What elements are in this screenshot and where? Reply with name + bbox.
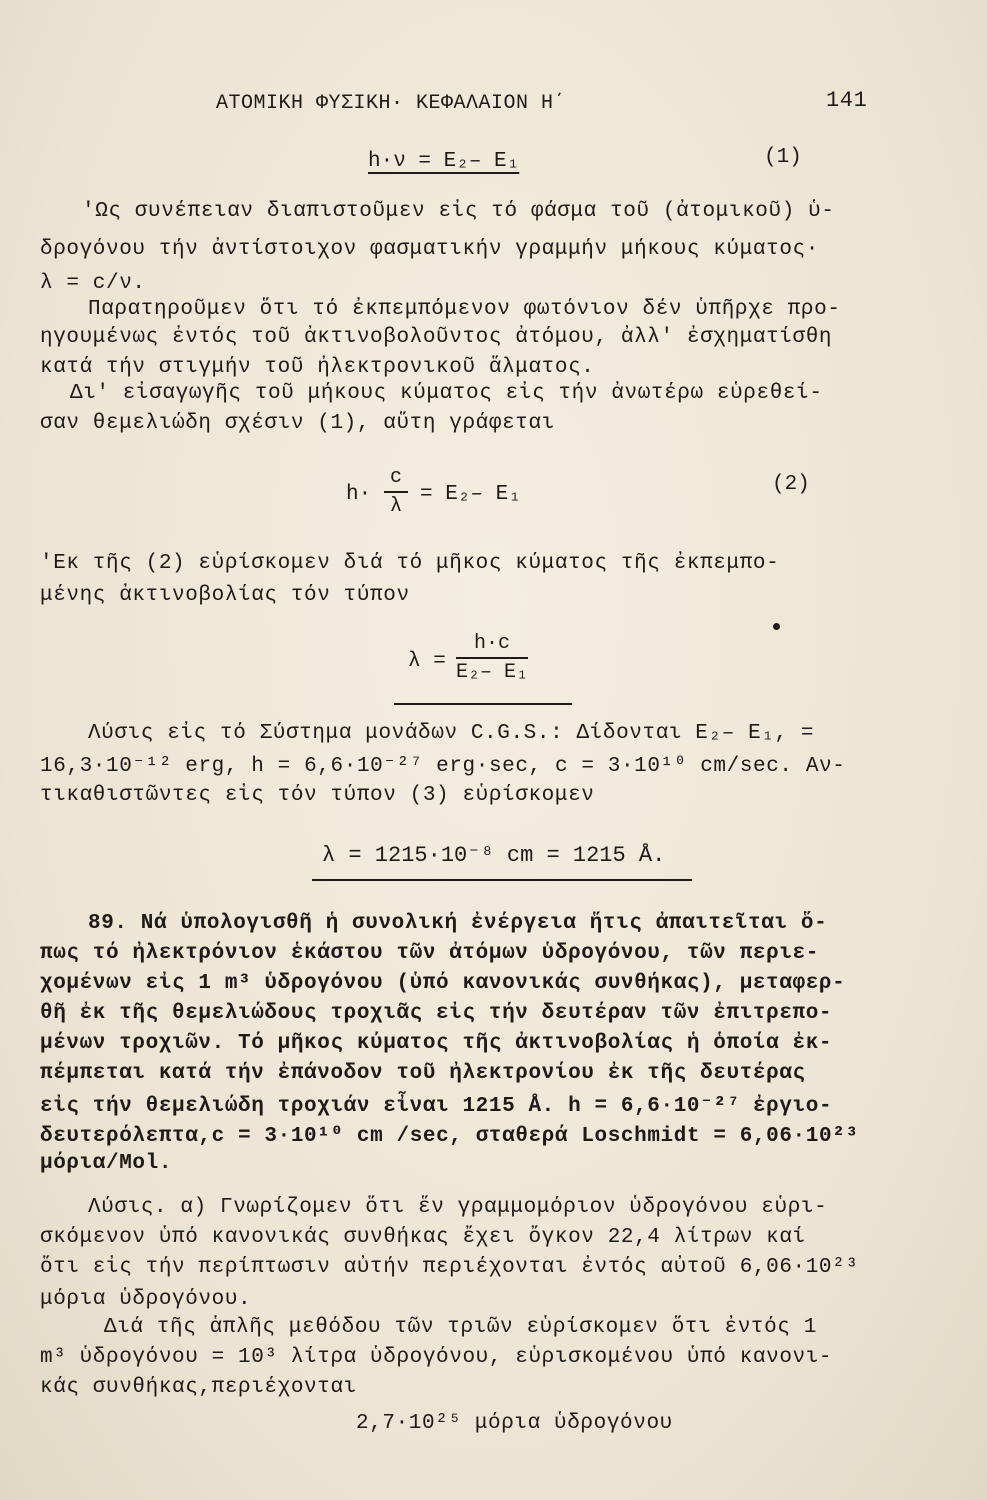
problem-89-line: πως τό ἠλεκτρόνιον ἑκάστου τῶν ἀτόμων ὑδρογόνου, τῶν περιε- xyxy=(40,942,819,965)
problem-89-line: χομένων εἰς 1 m³ ὑδρογόνου (ὑπό κανονικάς συνθήκας), μεταφερ- xyxy=(40,972,846,995)
text-line: 'Εκ τῆς (2) εὑρίσκομεν διά τό μῆκος κύματος τῆς ἐκπεμπο- xyxy=(40,552,780,575)
equation-2-left: h· xyxy=(346,483,372,506)
equation-1-label: (1) xyxy=(764,146,802,169)
solution-line: ὅτι εἰς τήν περίπτωσιν αὐτήν περιέχονται ἐντός αὐτοῦ 6,06·10²³ xyxy=(40,1256,859,1279)
problem-89-line: μόρια/Mol. xyxy=(40,1152,173,1175)
equation-1: h·ν = E₂– E₁ xyxy=(368,150,520,173)
result-equation: λ = 1215·10⁻⁸ cm = 1215 Å. xyxy=(322,843,666,868)
text-line: 16,3·10⁻¹² erg, h = 6,6·10⁻²⁷ erg·sec, c = 3·10¹⁰ cm/sec. Αν- xyxy=(40,755,846,778)
text-line: κατά τήν στιγμήν τοῦ ἠλεκτρονικοῦ ἅλματος. xyxy=(40,356,595,379)
equation-3-left: λ = xyxy=(408,650,446,673)
problem-89-line: πέμπεται κατά τήν ἐπάνοδον τοῦ ἠλεκτρονίου ἐκ τῆς δευτέρας xyxy=(40,1062,806,1085)
text-line: Λύσις εἰς τό Σύστημα μονάδων C.G.S.: Δίδονται E₂– E₁, = xyxy=(88,722,815,745)
problem-89-line: δευτερόλεπτα,c = 3·10¹⁰ cm /sec, σταθερά Loschmidt = 6,06·10²³ xyxy=(40,1125,859,1148)
text-line: λ = c/ν. xyxy=(40,272,146,295)
solution-line: κάς συνθήκας,περιέχονται xyxy=(40,1376,357,1399)
equation-2-denominator: λ xyxy=(390,495,403,518)
equation-2-label: (2) xyxy=(772,473,810,496)
problem-89-line: θῆ ἐκ τῆς θεμελιώδους τροχιᾶς εἰς τήν δευτέραν τῶν ἐπιτρεπο- xyxy=(40,1002,833,1025)
text-line: τικαθιστῶντες εἰς τόν τύπον (3) εὑρίσκομεν xyxy=(40,784,595,807)
problem-89-line: εἰς τήν θεμελιώδη τροχιάν εἶναι 1215 Å. h = 6,6·10⁻²⁷ ἐργιο- xyxy=(40,1095,833,1118)
equation-3-denominator: E₂– E₁ xyxy=(456,661,529,684)
equation-3-fraction xyxy=(456,632,528,684)
text-line: δρογόνου τήν ἀντίστοιχον φασματικήν γραμμήν μήκους κύματος· xyxy=(40,238,819,261)
result-rule xyxy=(312,879,692,881)
problem-89-line: μένων τροχιῶν. Τό μῆκος κύματος τῆς ἀκτινοβολίας ἡ ὁποία ἐκ- xyxy=(40,1032,833,1055)
text-line: μένης ἀκτινοβολίας τόν τύπον xyxy=(40,584,410,607)
text-line: ηγουμένως ἐντός τοῦ ἀκτινοβολοῦντος ἀτόμου, ἀλλ' ἐσχηματίσθη xyxy=(40,326,833,349)
equation-2-numerator: c xyxy=(390,466,403,489)
text-line: Δι' εἰσαγωγῆς τοῦ μήκους κύματος εἰς τήν ἀνωτέρω εὑρεθεί- xyxy=(70,382,823,405)
equation-separator-rule xyxy=(394,703,572,705)
solution-line: Λύσις. α) Γνωρίζομεν ὅτι ἕν γραμμομόριον ὑδρογόνου εὑρι- xyxy=(88,1196,828,1219)
solution-line: m³ ὑδρογόνου = 10³ λίτρα ὑδρογόνου, εὑρισκομένου ὑπό κανονι- xyxy=(40,1346,833,1369)
text-line: 'Ως συνέπειαν διαπιστοῦμεν εἰς τό φάσμα τοῦ (ἀτομικοῦ) ὑ- xyxy=(82,200,835,223)
ink-dot xyxy=(773,623,780,630)
solution-line: Διά τῆς ἁπλῆς μεθόδου τῶν τριῶν εὑρίσκομεν ὅτι ἐντός 1 xyxy=(104,1316,817,1339)
equation-2-right: = E₂– E₁ xyxy=(420,483,521,506)
text-line: Παρατηροῦμεν ὅτι τό ἐκπεμπόμενον φωτόνιον δέν ὑπῆρχε προ- xyxy=(88,298,841,321)
solution-line: 2,7·10²⁵ μόρια ὑδρογόνου xyxy=(356,1412,673,1435)
problem-89-line: 89. Νά ὑπολογισθῆ ἡ συνολική ἐνέργεια ἥτις ἀπαιτεῖται ὅ- xyxy=(88,912,828,935)
solution-line: σκόμενον ὑπό κανονικάς συνθήκας ἔχει ὄγκον 22,4 λίτρων καί xyxy=(40,1226,806,1249)
chapter-header: ΑΤΟΜΙΚΗ ΦΥΣΙΚΗ· ΚΕΦΑΛΑΙΟΝ Η΄ xyxy=(216,92,567,115)
page-number: 141 xyxy=(826,88,868,113)
equation-3-numerator: h·c xyxy=(474,632,511,655)
solution-line: μόρια ὑδρογόνου. xyxy=(40,1288,252,1311)
equation-2-fraction xyxy=(384,466,408,518)
text-line: σαν θεμελιώδη σχέσιν (1), αὕτη γράφεται xyxy=(40,412,555,435)
